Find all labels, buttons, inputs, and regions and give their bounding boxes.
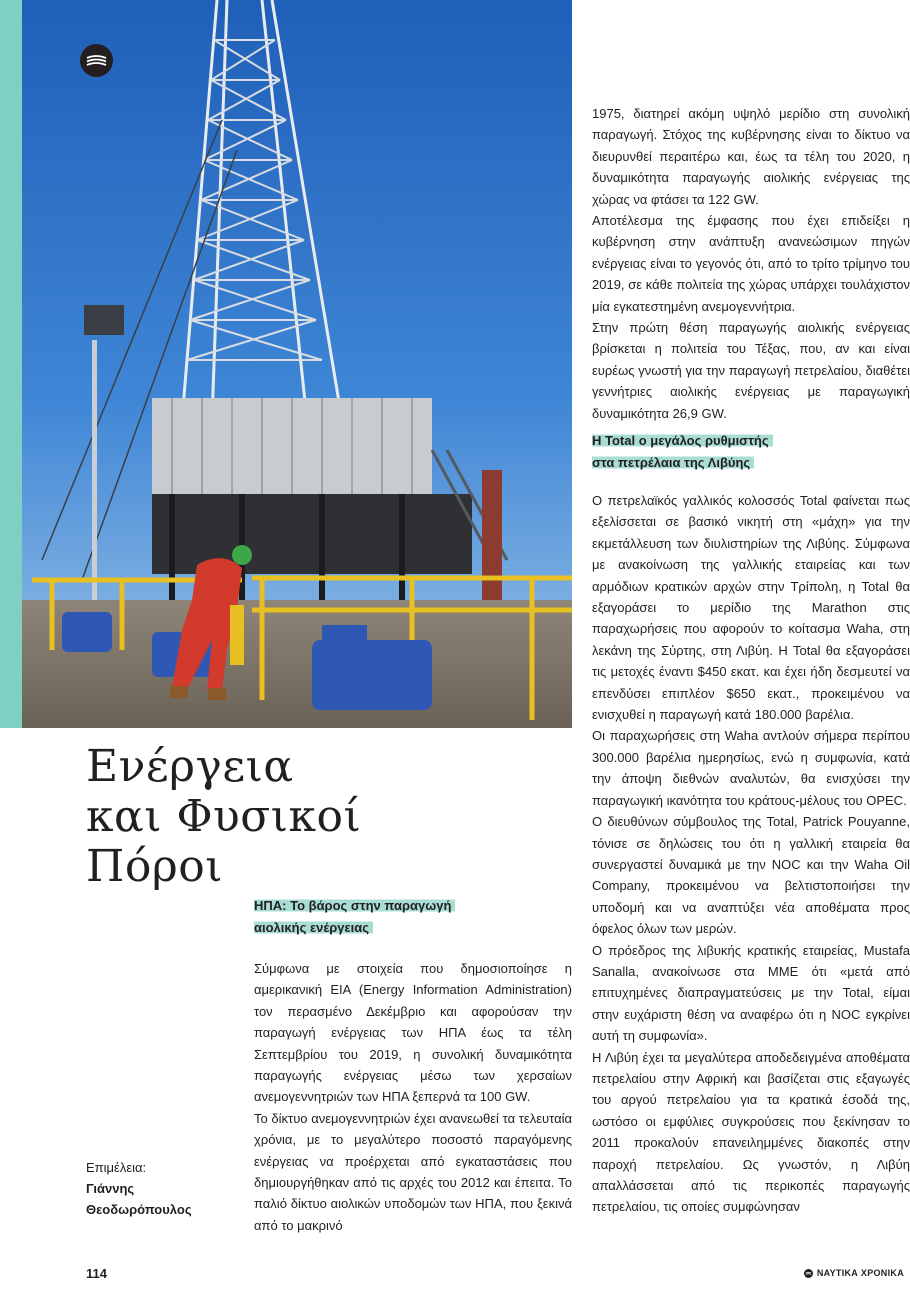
article1-paragraph: Σύμφωνα με στοιχεία που δημοσιοποίησε η αμερικανική EIA (Energy Information Administration) τον περασμένο Δεκέμβριο και αφορούσαν την παραγωγή ενέργειας των ΗΠΑ έως τα τέλη Σεπτεμβρίου του 2019, η συνολική δυναμικότητα παραγωγής ενέργειας μέσω των χερσαίων ανεμογεννητριών των ΗΠΑ ξεπερνά τα 100 GW. <box>254 961 572 1105</box>
editor-name: Γιάννης <box>86 1181 135 1196</box>
article1-heading <box>254 895 514 939</box>
brand-name: ΝΑΥΤΙΚΑ ΧΡΟΝΙΚΑ <box>816 1268 904 1278</box>
article2-heading-line: Η Total ο μεγάλος ρυθμιστής <box>592 433 773 448</box>
article1-paragraph: 1975, διατηρεί ακόμη υψηλό μερίδιο στη συνολική παραγωγή. Στόχος της κυβέρνησης είναι το δίκτυο να διευρυνθεί περαιτέρω και, έως τα τέλη του 2020, η δυναμικότητα παραγωγής αιολικής ενέργειας της χώρας να φτάσει τα 122 GW. <box>592 106 910 207</box>
article2-column <box>592 490 910 1218</box>
article1-heading-line: ΗΠΑ: Το βάρος στην παραγωγή <box>254 898 455 913</box>
article2-paragraph: Η Λιβύη έχει τα μεγαλύτερα αποδεδειγμένα αποθέματα πετρελαίου στην Αφρική και βασίζεται στις εξαγωγές του αργού πετρελαίου για τα κρατικά έσοδά της, ωστόσο οι εμφύλιες συγκρούσεις που ξεκίνησαν το 2011 προκαλούν επανειλημμένες διακοπές στην παροχή πετρελαίου. Ως γνωστόν, η Λιβύη απαλλάσσεται από τις περικοπές παραγωγής πετρελαίου, τις οποίες συμφώνησαν <box>592 1049 910 1215</box>
article1-heading-line: αιολικής ενέργειας <box>254 920 373 935</box>
section-title-line: και Φυσικοί <box>86 791 362 842</box>
article2-paragraph: Ο πετρελαϊκός γαλλικός κολοσσός Total φαίνεται πως εξελίσσεται σε βασικό νικητή στη «μάχη» για την εκμετάλλευση των διυλιστηρίων της Λιβύης. Σύμφωνα με ανακοίνωση της γαλλικής εταιρείας και των αρμόδιων κρατικών αρχών στην Τρίπολη, η Total θα εξαγοράσει το μερίδιο της Marathon στις παραχωρήσεις που αφορούν το κοίτασμα Waha, στη λεκάνη της Σύρτης, στη Λιβύη. Η Total θα εξαγοράσει τις μετοχές έναντι $450 εκατ. και έχει ήδη δεσμευτεί να επενδύσει επιπλέον $650 εκατ., προκειμένου να ενισχυθεί η παραγωγή κατά 180.000 βαρέλια. <box>592 493 910 723</box>
editor-credit <box>86 1157 192 1220</box>
credit-label: Επιμέλεια: <box>86 1160 147 1175</box>
section-title-line: Ενέργεια <box>86 741 294 792</box>
article2-heading <box>592 430 852 474</box>
article1-column-mid <box>254 958 572 1236</box>
article1-paragraph: Στην πρώτη θέση παραγωγής αιολικής ενέργειας βρίσκεται η πολιτεία του Τέξας, που, αν και είναι ευρέως γνωστή για την παραγωγή πετρελαίου, διαθέτει γεννήτριες αιολικής ενέργειας με παραγωγική δυναμικότητα 26,9 GW. <box>592 320 910 421</box>
article1-paragraph: Αποτέλεσμα της έμφασης που έχει επιδείξει η κυβέρνηση στην ανάπτυξη ανανεώσιμων πηγών ενέργειας είναι το γεγονός ότι, από το τρίτο τρίμηνο του 2019, σε κάθε πολιτεία της χώρας υπάρχει τουλάχιστον μία εγκατεστημένη ανεμογεννήτρια. <box>592 213 910 314</box>
section-title <box>86 742 386 892</box>
article1-column-right <box>592 103 910 424</box>
magazine-logo-icon <box>80 44 113 77</box>
article2-paragraph: Ο πρόεδρος της λιβυκής κρατικής εταιρείας, Mustafa Sanalla, ανακοίνωσε στα ΜΜΕ ότι «μετά από επιτυχημένες διαπραγματεύσεις με την Total, είμαι στην ευχάριστη θέση να αναφέρω ότι η NOC εγκρίνει αυτή τη συμφωνία». <box>592 942 910 1044</box>
article1-paragraph: Το δίκτυο ανεμογεννητριών έχει ανανεωθεί τα τελευταία χρόνια, με το μεγαλύτερο ποσοστό παραγόμενης ενέργειας να προέρχεται από εγκαταστάσεις που δημιουργήθηκαν από τις αρχές του 2012 και έπειτα. Το παλιό δίκτυο αιολικών υποδομών των ΗΠΑ, που ξεκινά από το μακρινό <box>254 1110 572 1233</box>
footer-brand <box>804 1268 904 1278</box>
page-number: 114 <box>86 1266 107 1281</box>
article2-paragraph: Οι παραχωρήσεις στη Waha αντλούν σήμερα περίπου 300.000 βαρέλια ημερησίως, ενώ η συμφωνία, κατά την άποψη διεθνών αναλυτών, θα ενισχύσει την παραγωγική ικανότητα του κράτους-μέλους του OPEC. <box>592 728 910 808</box>
oil-rig-photo <box>22 0 572 728</box>
article2-paragraph: Ο διευθύνων σύμβουλος της Total, Patrick Pouyanne, τόνισε σε δηλώσεις του ότι η γαλλική εταιρεία θα συνεργαστεί δυναμικά με την NOC και την Waha Oil Company, προκειμένου να βελτιστοποιήσει την υποδομή και να αναπτύξει νέα αποθέματα προς όφελος όλων των μερών. <box>592 814 910 937</box>
accent-strip <box>0 0 22 728</box>
article2-heading-line: στα πετρέλαια της Λιβύης <box>592 455 754 470</box>
editor-surname: Θεοδωρόπουλος <box>86 1202 192 1217</box>
section-title-line: Πόροι <box>86 841 223 892</box>
magazine-logo-icon <box>804 1269 813 1278</box>
